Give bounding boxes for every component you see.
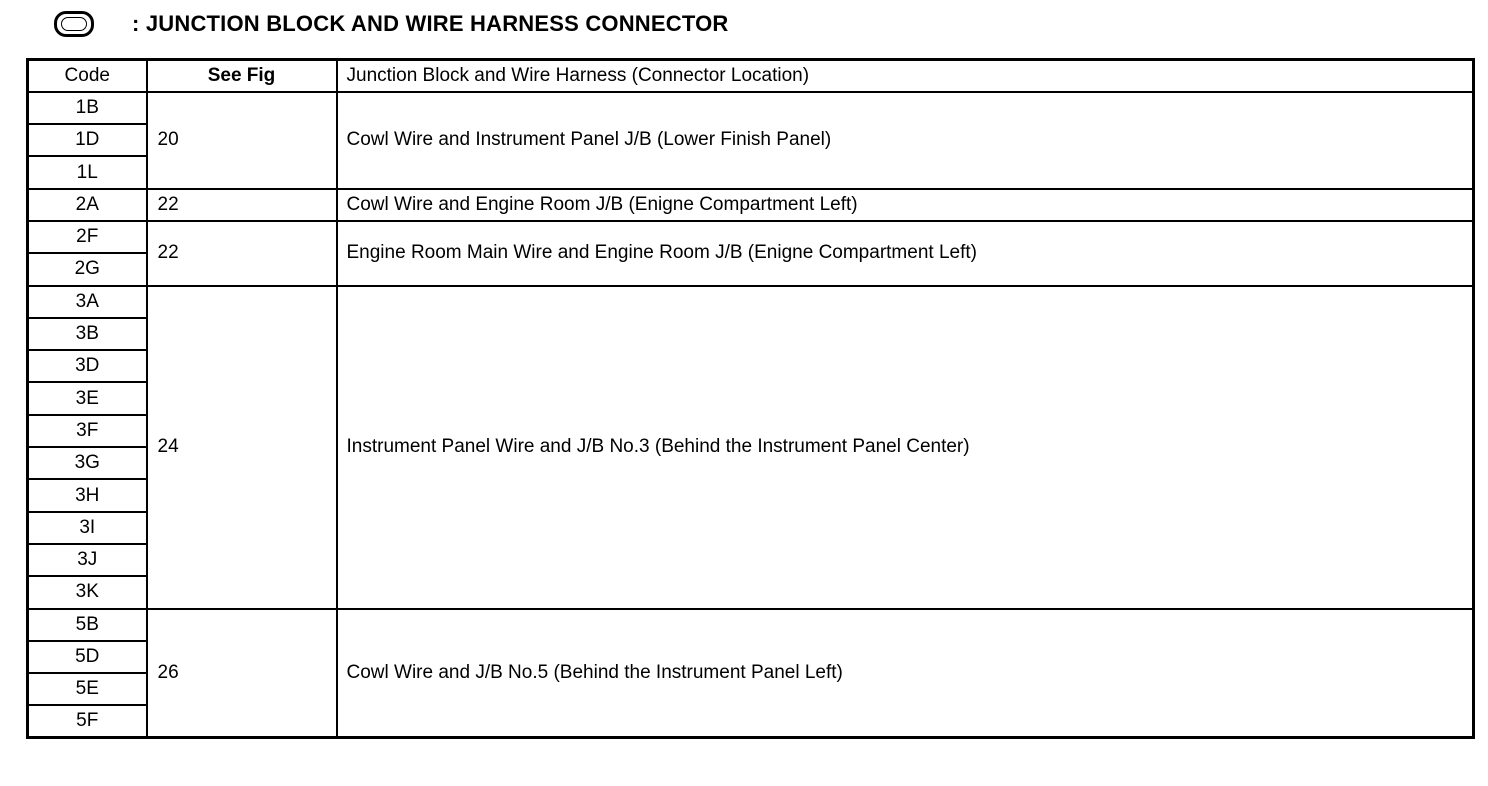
code-cell: 3B [28, 318, 147, 350]
see-fig-cell: 22 [147, 221, 337, 286]
code-cell: 3E [28, 382, 147, 414]
code-cell: 5D [28, 641, 147, 673]
code-cell: 3D [28, 350, 147, 382]
code-cell: 3K [28, 576, 147, 608]
table-row [28, 92, 1474, 124]
code-cell: 1B [28, 92, 147, 124]
page-title: : JUNCTION BLOCK AND WIRE HARNESS CONNECTOR [132, 11, 729, 36]
description-cell: Cowl Wire and J/B No.5 (Behind the Instrument Panel Left) [337, 609, 1474, 738]
table-row [28, 609, 1474, 641]
code-cell: 5F [28, 705, 147, 737]
description-cell: Engine Room Main Wire and Engine Room J/B (Enigne Compartment Left) [337, 221, 1474, 286]
table-row [28, 221, 1474, 253]
junction-block-symbol-icon [54, 11, 94, 37]
code-cell: 1L [28, 156, 147, 188]
table-header-row [28, 60, 1474, 92]
see-fig-cell: 26 [147, 609, 337, 738]
code-cell: 2F [28, 221, 147, 253]
code-cell: 5B [28, 609, 147, 641]
table-body [28, 92, 1474, 738]
code-cell: 1D [28, 124, 147, 156]
code-cell: 3H [28, 479, 147, 511]
code-cell: 5E [28, 673, 147, 705]
page-header [54, 6, 729, 42]
description-cell: Cowl Wire and Engine Room J/B (Enigne Compartment Left) [337, 189, 1474, 221]
code-cell: 3I [28, 512, 147, 544]
connector-table [26, 58, 1475, 739]
code-cell: 3G [28, 447, 147, 479]
code-cell: 2G [28, 253, 147, 285]
table-row [28, 286, 1474, 318]
column-header-see-fig: See Fig [147, 60, 337, 92]
see-fig-cell: 24 [147, 286, 337, 609]
column-header-description: Junction Block and Wire Harness (Connector Location) [337, 60, 1474, 92]
description-cell: Cowl Wire and Instrument Panel J/B (Lower Finish Panel) [337, 92, 1474, 189]
column-header-code: Code [28, 60, 147, 92]
code-cell: 2A [28, 189, 147, 221]
see-fig-cell: 22 [147, 189, 337, 221]
code-cell: 3J [28, 544, 147, 576]
see-fig-cell: 20 [147, 92, 337, 189]
table-row [28, 189, 1474, 221]
description-cell: Instrument Panel Wire and J/B No.3 (Behind the Instrument Panel Center) [337, 286, 1474, 609]
code-cell: 3F [28, 415, 147, 447]
code-cell: 3A [28, 286, 147, 318]
